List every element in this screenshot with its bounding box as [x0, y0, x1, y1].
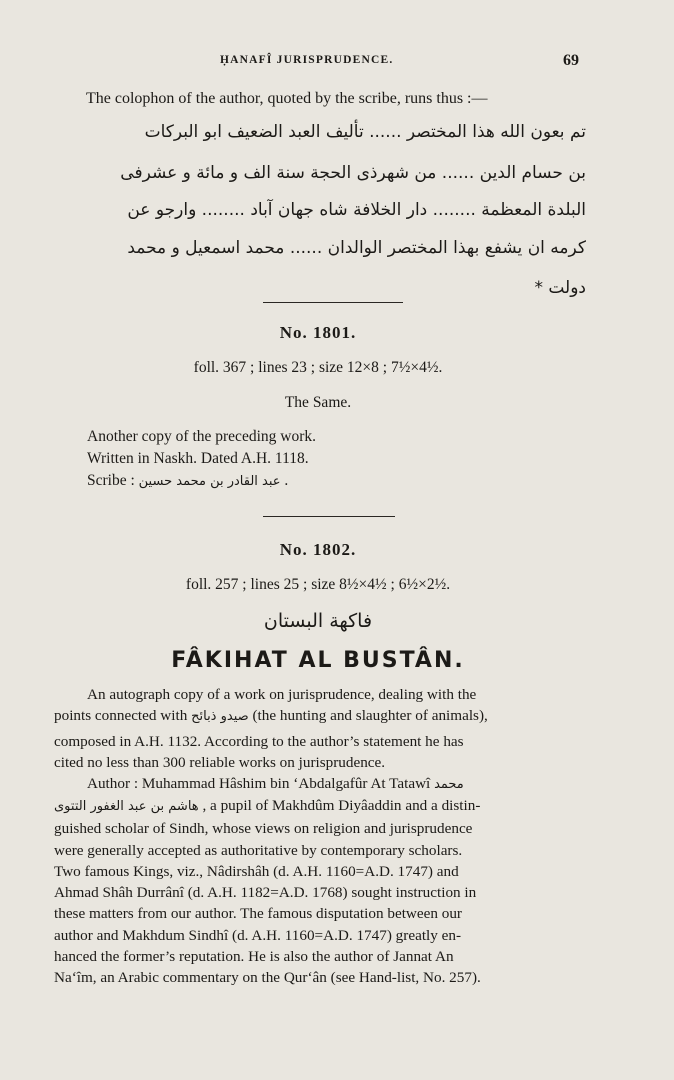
entry-meta: foll. 257 ; lines 25 ; size 8½×4½ ; 6½×2½. [185, 576, 451, 593]
entry-scribe-line [87, 472, 288, 490]
colophon-arabic-line: البلدة المعظمة ........ دار الخلافة شاه جهان آباد ........ وارجو عن [127, 200, 586, 220]
work-title: FÂKIHAT AL BUSTÂN. [171, 648, 465, 673]
body-line: guished scholar of Sindh, whose views on religion and jurisprudence [54, 820, 473, 837]
section-divider [263, 302, 403, 303]
scribe-label: Scribe : [87, 472, 135, 489]
body-line: were generally accepted as authoritative by contemporary scholars. [54, 842, 463, 859]
entry-number: No. 1802. [279, 540, 357, 559]
arabic-title: فاكهة البستان [263, 610, 373, 632]
body-line [54, 797, 480, 815]
body-line [54, 707, 488, 725]
entry-line: Written in Naskh. Dated A.H. 1118. [87, 450, 309, 467]
colophon-arabic-line: كرمه ان يشفع بهذا المختصر الوالدان ...... محمد اسمعيل و محمد [127, 238, 586, 258]
body-line: composed in A.H. 1132. According to the author’s statement he has [54, 733, 464, 750]
entry-heading: The Same. [284, 394, 352, 411]
body-text: , a pupil of Makhdûm Diyâaddin and a distin- [202, 797, 481, 814]
body-line: Two famous Kings, viz., Nâdirshâh (d. A.H. 1160=A.D. 1747) and [54, 863, 459, 880]
colophon-arabic-line: دولت * [534, 278, 586, 298]
scribe-arabic: عبد القادر بن محمد حسين [138, 474, 281, 489]
colophon-intro: The colophon of the author, quoted by the scribe, runs thus :— [86, 90, 488, 107]
section-divider [263, 516, 395, 517]
inline-arabic: محمد [434, 777, 464, 792]
scribe-end: . [284, 472, 289, 489]
body-line: author and Makhdum Sindhî (d. A.H. 1160=A.D. 1747) greatly en- [54, 927, 462, 944]
body-line: hanced the former’s reputation. He is also the author of Jannat An [54, 948, 454, 965]
body-line: Na‘îm, an Arabic commentary on the Qur‘ân (see Hand-list, No. 257). [54, 969, 481, 986]
entry-number: No. 1801. [279, 323, 357, 342]
body-line: Ahmad Shâh Durrânî (d. A.H. 1182=A.D. 1768) sought instruction in [54, 884, 477, 901]
running-head [0, 52, 674, 74]
body-line [87, 775, 464, 793]
body-text: points connected with [54, 707, 188, 724]
entry-line: Another copy of the preceding work. [87, 428, 316, 445]
running-head-title: ḤANAFÎ JURISPRUDENCE. [220, 54, 394, 66]
entry-meta: foll. 367 ; lines 23 ; size 12×8 ; 7½×4½. [193, 359, 443, 376]
body-line: these matters from our author. The famous disputation between our [54, 905, 462, 922]
inline-arabic: هاشم بن عبد الغفور التتوى [54, 799, 199, 814]
body-line: cited no less than 300 reliable works on jurisprudence. [54, 754, 386, 771]
body-text: Author : Muhammad Hâshim bin ‘Abdalgafûr At Tatawî [87, 775, 431, 792]
colophon-arabic-line: تم بعون الله هذا المختصر ...... تأليف العبد الضعيف ابو البركات [144, 122, 586, 142]
inline-arabic: صيدو ذبائح [191, 709, 249, 724]
body-text: (the hunting and slaughter of animals), [252, 707, 488, 724]
page-number: 69 [563, 52, 579, 69]
body-line: An autograph copy of a work on jurisprudence, dealing with the [87, 686, 477, 703]
colophon-arabic-line: بن حسام الدين ...... من شهرذى الحجة سنة الف و مائة و عشرفى [120, 163, 586, 183]
